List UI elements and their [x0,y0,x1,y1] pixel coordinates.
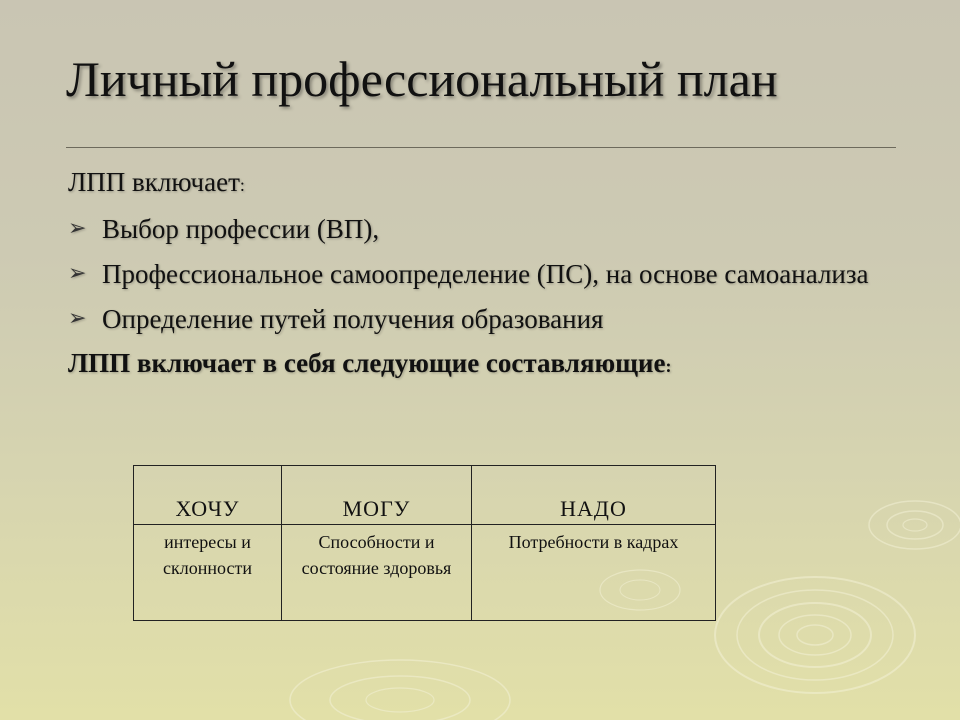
intro-line [68,160,928,207]
intro-text: ЛПП включает [68,167,240,197]
table-row [134,525,716,621]
bullet-item [68,297,928,341]
bullet-item [68,207,928,251]
arrow-bullet-icon: ➢ [68,261,87,286]
arrow-bullet-icon: ➢ [68,216,87,241]
slide-title: Личный профессиональный план [66,51,778,107]
bullet-item [68,254,928,294]
arrow-bullet-icon: ➢ [68,306,87,331]
bullet-text: Определение путей получения образования [102,304,604,334]
title-divider [66,147,896,148]
slide-body [68,160,928,388]
header-cell-can: МОГУ [282,466,472,525]
cell-abilities: Способности и состояние здоровья [282,525,472,621]
bullet-text: Профессиональное самоопределение (ПС), на основе самоанализа [102,259,869,289]
header-cell-want: ХОЧУ [134,466,282,525]
components-text: ЛПП включает в себя следующие составляющие [68,348,666,378]
header-cell-need: НАДО [472,466,716,525]
table-header-row [134,466,716,525]
bullet-text: Выбор профессии (ВП), [102,214,380,244]
intro-colon: : [239,175,245,195]
components-colon: : [665,356,672,376]
components-line [68,341,928,388]
plan-table [133,465,716,621]
cell-demand: Потребности в кадрах [472,525,716,621]
cell-interests: интересы и склонности [134,525,282,621]
